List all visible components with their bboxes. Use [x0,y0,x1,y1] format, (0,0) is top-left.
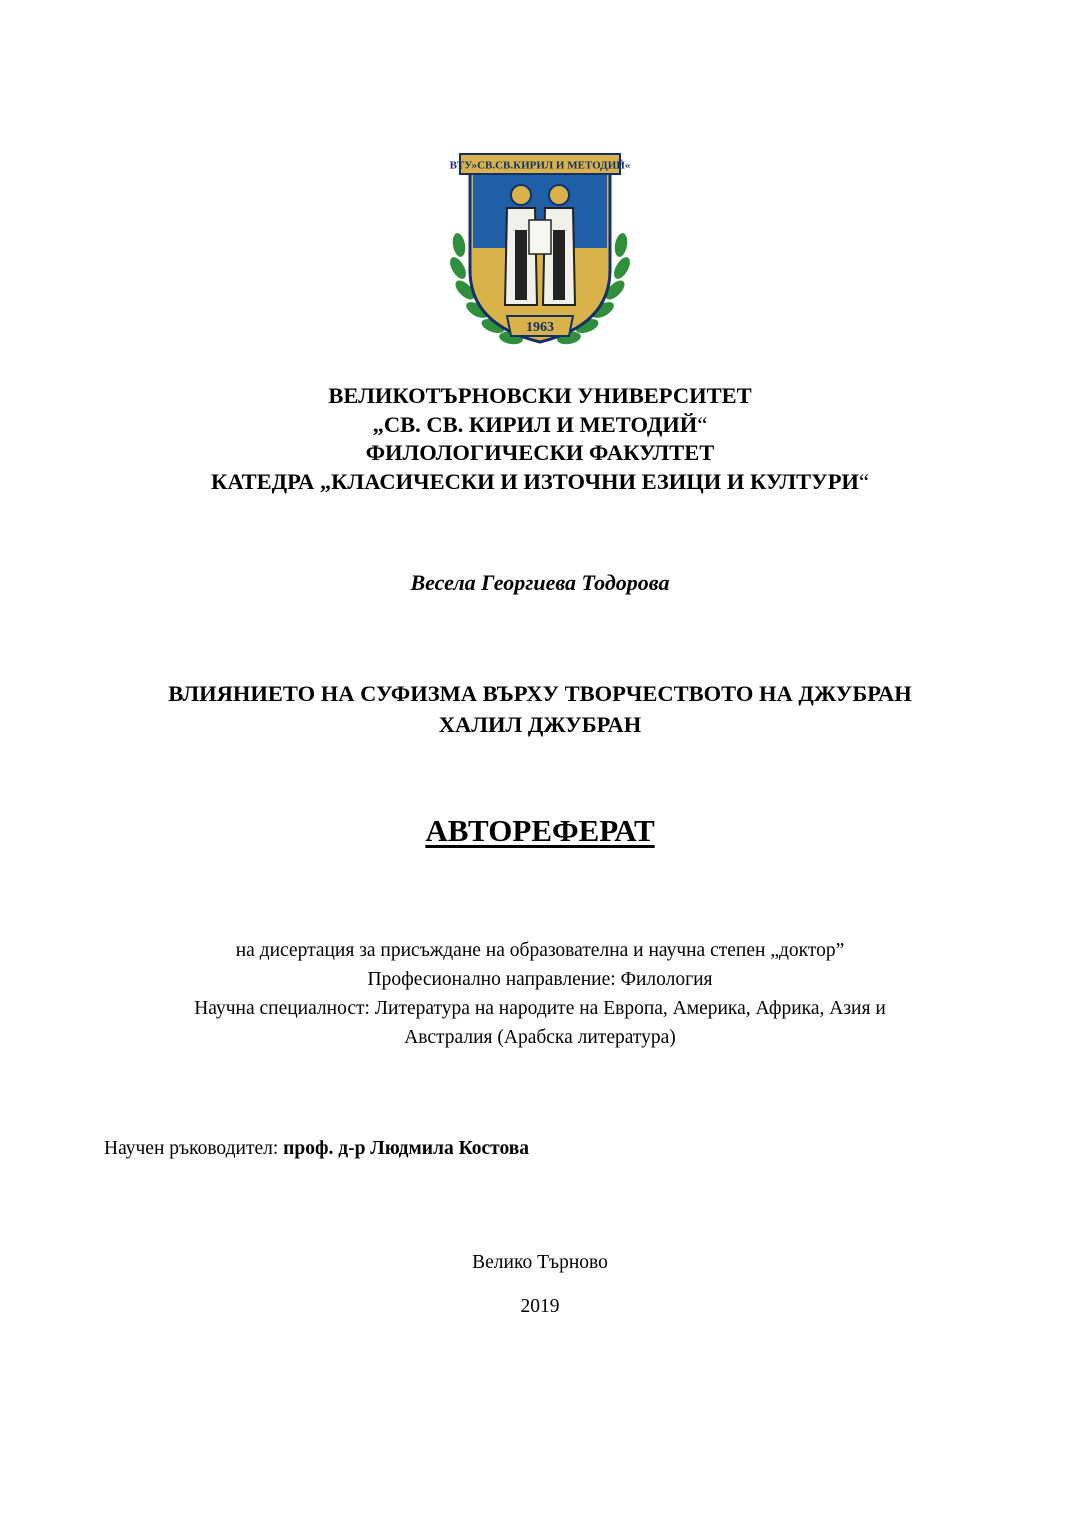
advisor-name: проф. д-р Людмила Костова [283,1138,530,1159]
title-line-1: ВЛИЯНИЕТО НА СУФИЗМА ВЪРХУ ТВОРЧЕСТВОТО НА ДЖУБРАН [168,681,912,706]
university-emblem [445,150,635,350]
university-header [0,382,1080,496]
description-line-1: на дисертация за присъждане на образователна и научна степен „доктор” [235,940,845,961]
document-heading: АВТОРЕФЕРАТ [425,813,655,848]
scientific-advisor [104,1138,529,1160]
university-name: ВЕЛИКОТЪРНОВСКИ УНИВЕРСИТЕТ [328,383,752,408]
title-line-2: ХАЛИЛ ДЖУБРАН [438,712,642,737]
city: Велико Търново [472,1252,608,1273]
dissertation-description [0,936,1080,1052]
description-line-2: Професионално направление: Филология [367,969,713,990]
university-patron: „СВ. СВ. КИРИЛ И МЕТОДИЙ“ [372,411,708,437]
department-name: КАТЕДРА „КЛАСИЧЕСКИ И ИЗТОЧНИ ЕЗИЦИ И КУЛТУРИ“ [211,468,869,494]
dissertation-title [0,678,1080,740]
author-name: Весела Георгиева Тодорова [410,570,670,595]
description-line-3: Научна специалност: Литература на народите на Европа, Америка, Африка, Азия и [194,998,886,1019]
advisor-label: Научен ръководител: [104,1138,284,1159]
year: 2019 [520,1296,560,1317]
emblem-banner-text: ВТУ»СВ.СВ.КИРИЛ И МЕТОДИЙ« [449,159,631,172]
faculty-name: ФИЛОЛОГИЧЕСКИ ФАКУЛТЕТ [365,440,715,465]
emblem-year: 1963 [526,320,554,335]
emblem-image [445,150,635,350]
description-line-4: Австралия (Арабска литература) [404,1027,676,1048]
